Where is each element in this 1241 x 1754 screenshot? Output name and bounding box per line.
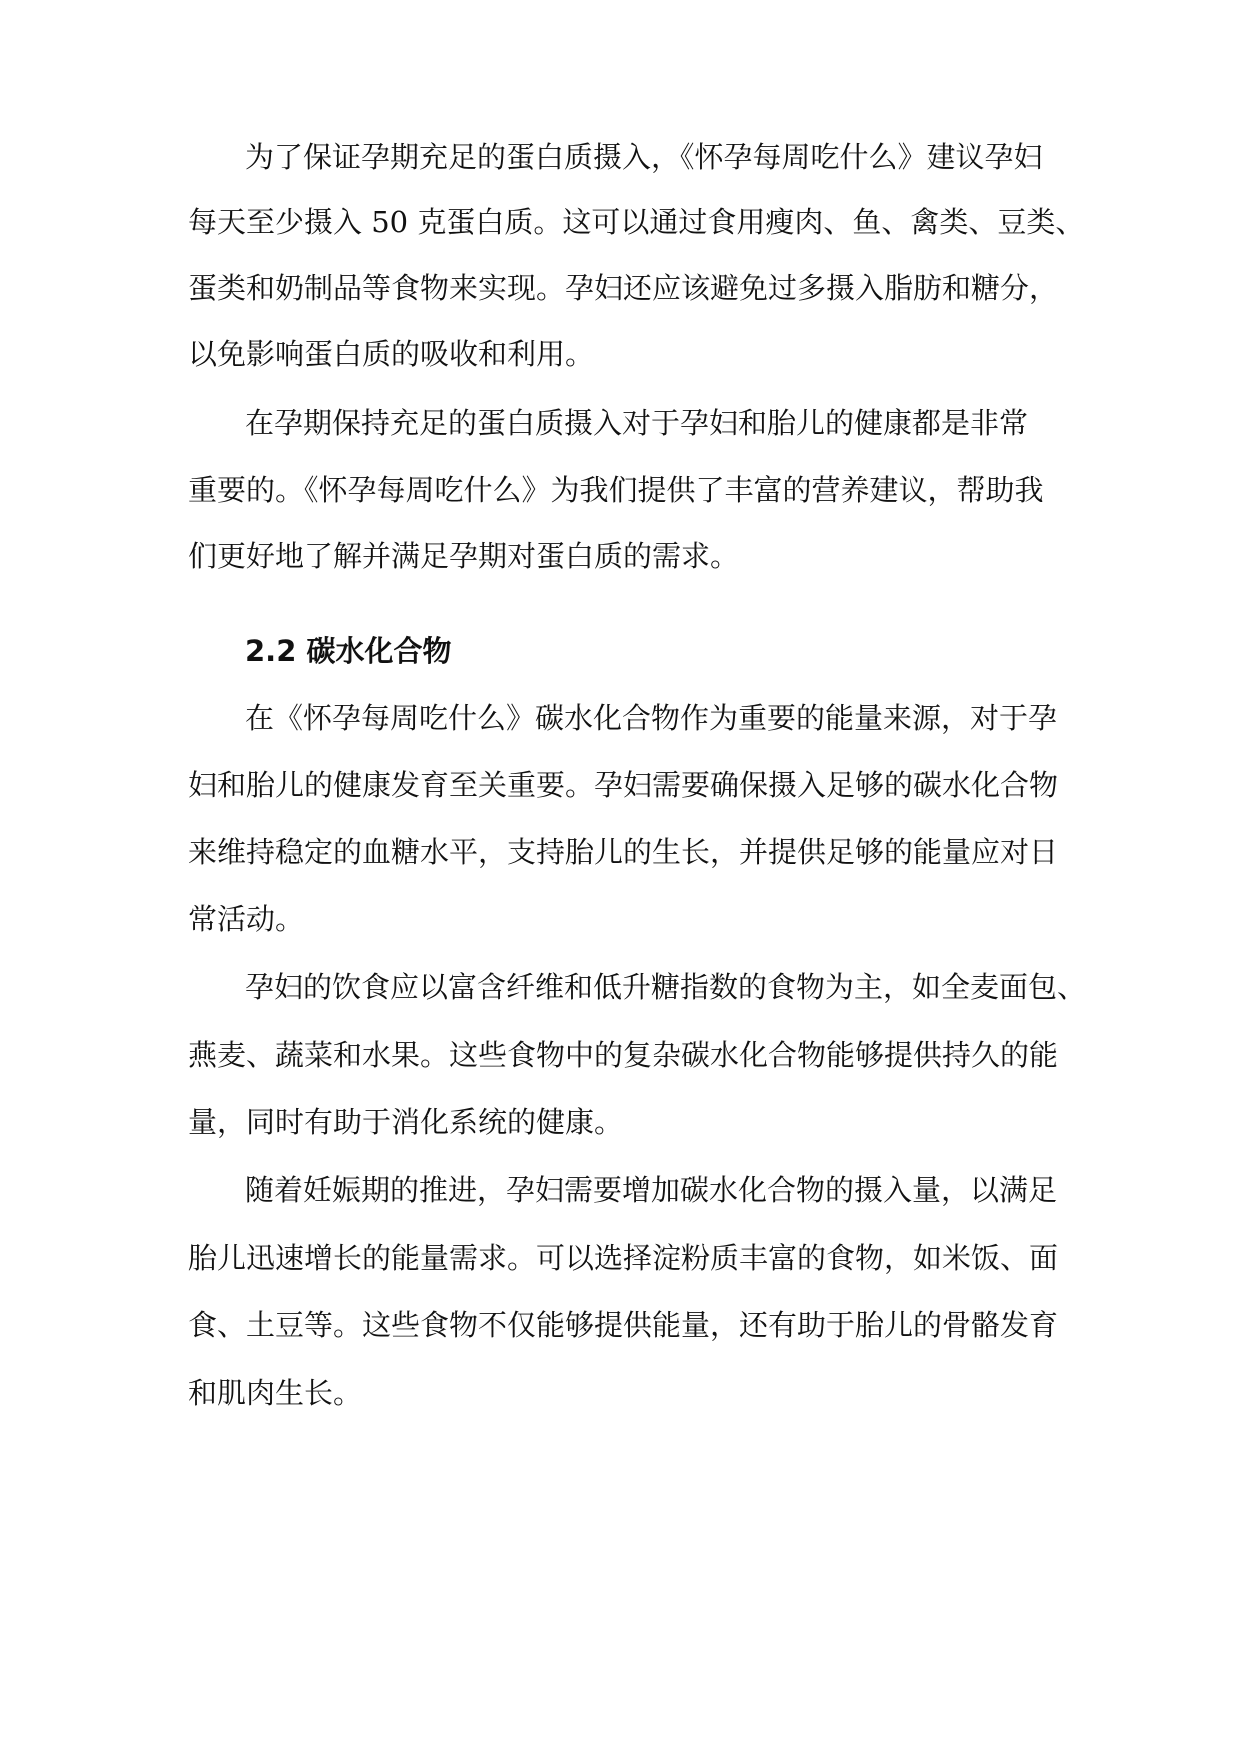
paragraph-line: 量，同时有助于消化系统的健康。 (188, 1105, 624, 1139)
paragraph-line: 和肌肉生长。 (188, 1376, 363, 1410)
section-heading: 2.2 碳水化合物 (245, 634, 452, 668)
paragraph-line: 食、土豆等。这些食物不仅能够提供能量，还有助于胎儿的骨骼发育 (188, 1308, 1059, 1342)
paragraph-line: 燕麦、蔬菜和水果。这些食物中的复杂碳水化合物能够提供持久的能 (188, 1038, 1059, 1072)
paragraph-line: 妇和胎儿的健康发育至关重要。孕妇需要确保摄入足够的碳水化合物 (188, 768, 1059, 802)
paragraph-line: 以免影响蛋白质的吸收和利用。 (188, 337, 595, 371)
paragraph-line: 孕妇的饮食应以富含纤维和低升糖指数的食物为主，如全麦面包、 (245, 970, 1087, 1004)
paragraph-line: 来维持稳定的血糖水平，支持胎儿的生长，并提供足够的能量应对日 (188, 835, 1059, 869)
paragraph-line: 常活动。 (188, 902, 305, 936)
paragraph-line: 重要的。《怀孕每周吃什么》为我们提供了丰富的营养建议，帮助我 (188, 473, 1044, 507)
paragraph-line: 蛋类和奶制品等食物来实现。孕妇还应该避免过多摄入脂肪和糖分， (188, 271, 1059, 305)
paragraph-line: 每天至少摄入 50 克蛋白质。这可以通过食用瘦肉、鱼、禽类、豆类、 (188, 205, 1085, 239)
paragraph-line: 为了保证孕期充足的蛋白质摄入，《怀孕每周吃什么》建议孕妇 (245, 140, 1043, 174)
paragraph-line: 在孕期保持充足的蛋白质摄入对于孕妇和胎儿的健康都是非常 (245, 406, 1029, 440)
paragraph-line: 胎儿迅速增长的能量需求。可以选择淀粉质丰富的食物，如米饭、面 (188, 1241, 1059, 1275)
paragraph-line: 们更好地了解并满足孕期对蛋白质的需求。 (188, 539, 740, 573)
paragraph-line: 随着妊娠期的推进，孕妇需要增加碳水化合物的摄入量，以满足 (245, 1173, 1058, 1207)
paragraph-line: 在《怀孕每周吃什么》碳水化合物作为重要的能量来源，对于孕 (245, 701, 1058, 735)
